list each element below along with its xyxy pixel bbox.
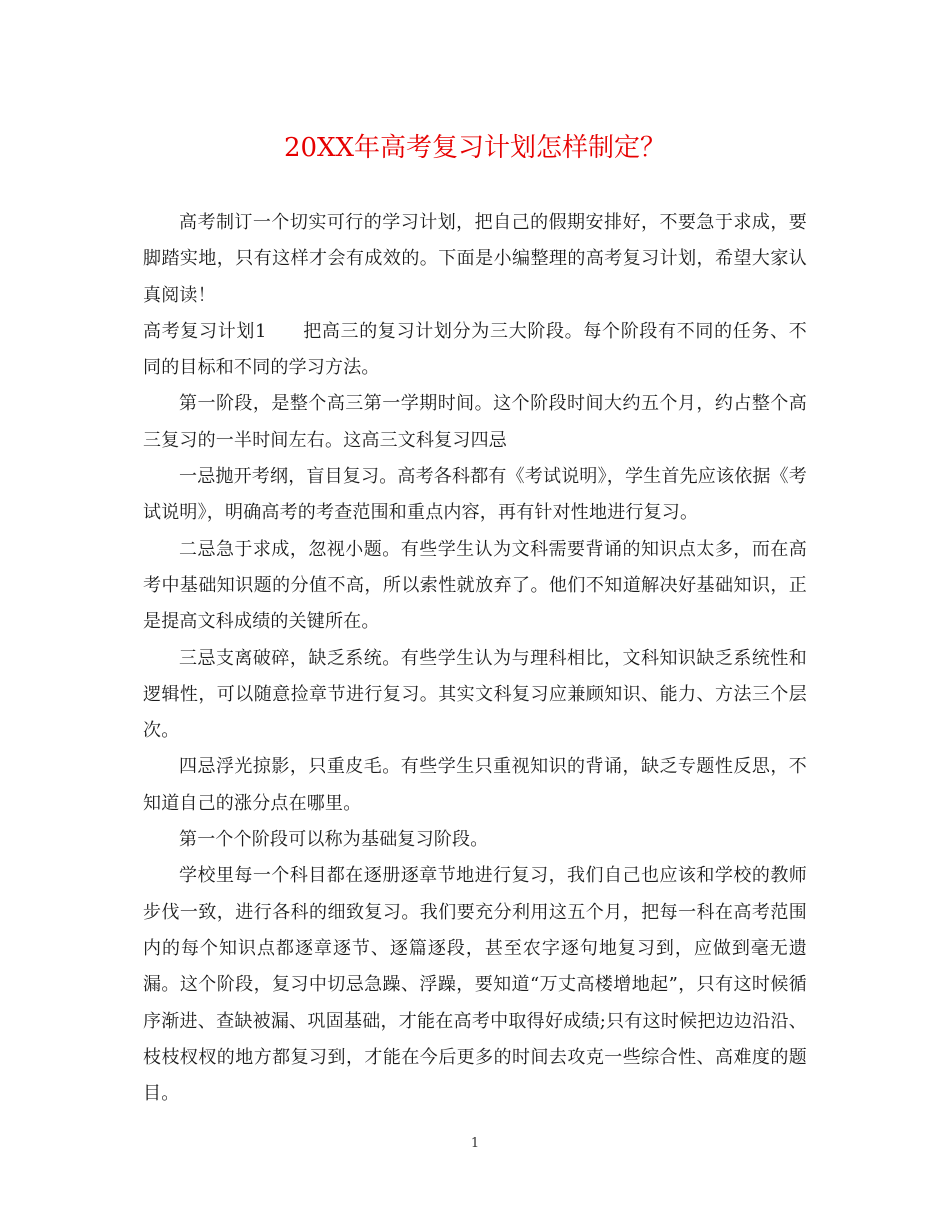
page-number: 1: [470, 1136, 480, 1151]
paragraph-plan: [143, 314, 807, 387]
document-body: [143, 205, 807, 1112]
paragraph-stage-one: 第一阶段，是整个高三第一学期时间。这个阶段时间大约五个月，约占整个高三复习的一半时间左右。这高三文科复习四忌: [143, 393, 807, 451]
document-title: 20XX年高考复习计划怎样制定？: [283, 133, 667, 163]
paragraph-school-review: 学校里每一个科目都在逐册逐章节地进行复习，我们自己也应该和学校的教师步伐一致，进行各科的细致复习。我们要充分利用这五个月，把每一科在高考范围内的每个知识点都逐章逐节、逐篇逐段，甚至农字逐句地复习到，应做到毫无遗漏。这个阶段，复习中切忌急躁、浮躁，要知道“万丈高楼增地起”，只有这时候循序渐进、查缺被漏、巩固基础，才能在高考中取得好成绩;只有这时候把边边沿沿、枝枝杈杈的地方都复习到，才能在今后更多的时间去攻克一些综合性、高难度的题目。: [143, 865, 807, 1105]
paragraph-taboo-4: 四忌浮光掠影，只重皮毛。有些学生只重视知识的背诵，缺乏专题性反思，不知道自己的涨分点在哪里。: [143, 756, 807, 814]
paragraph-intro: 高考制订一个切实可行的学习计划，把自己的假期安排好，不要急于求成，要脚踏实地，只有这样才会有成效的。下面是小编整理的高考复习计划，希望大家认真阅读！: [143, 212, 807, 306]
paragraph-taboo-2: 二忌急于求成，忽视小题。有些学生认为文科需要背诵的知识点太多，而在高考中基础知识题的分值不高，所以索性就放弃了。他们不知道解决好基础知识，正是提高文科成绩的关键所在。: [143, 538, 807, 633]
paragraph-taboo-3: 三忌支离破碎，缺乏系统。有些学生认为与理科相比，文科知识缺乏系统性和逻辑性，可以随意捡章节进行复习。其实文科复习应兼顾知识、能力、方法三个层次。: [143, 647, 807, 742]
plan-label: 高考复习计划1: [143, 320, 267, 342]
paragraph-basic-stage: 第一个个阶段可以称为基础复习阶段。: [179, 829, 489, 851]
paragraph-taboo-1: 一忌抛开考纲，盲目复习。高考各科都有《考试说明》，学生首先应该依据《考试说明》，明确高考的考查范围和重点内容，再有针对性地进行复习。: [143, 466, 807, 524]
plan-text: 把高三的复习计划分为三大阶段。每个阶段有不同的任务、不同的目标和不同的学习方法。: [143, 320, 807, 379]
